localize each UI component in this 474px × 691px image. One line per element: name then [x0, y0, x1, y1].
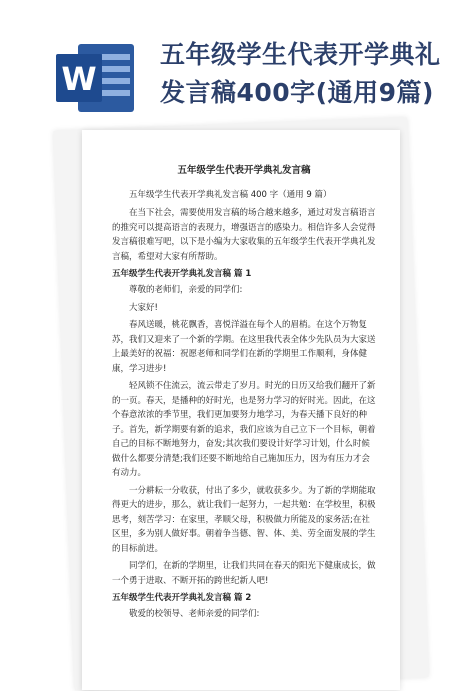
paragraph: 轻风锁不住流云，流云带走了岁月。时光的日历又给我们翻开了新的一页。春天，是播种的好时光，也是努力学习的好时光。因此，在这个春意浓浓的季节里，我们更加要努力地学习，为春天播下良好的种子。首先，新学期要有新的追求，我们应该为自己立下一个目标，朝着自己的目标不断地努力，奋发;其次我们要设计好学习计划，什么时候做什么都要分清楚;我们还要不断地给自己施加压力，因为有压力才会有动力。	[112, 381, 376, 478]
word-document-icon	[54, 40, 138, 116]
word-logo-letter: W	[61, 60, 97, 98]
paragraph: 春风送暖，桃花飘香，喜悦洋溢在每个人的眉梢。在这个万物复苏，我们又迎来了一个新的学期。在这里我代表全体少先队员为大家送上最美好的祝福：祝愿老师和同学们在新的学期里工作顺利，身体健康，学习进步!	[112, 320, 376, 374]
paragraph: 尊敬的老师们，亲爱的同学们:	[129, 285, 243, 295]
paragraph: 一分耕耘一分收获，付出了多少，就收获多少。为了新的学期能取得更大的进步，那么，就让我们一起努力，一起共勉：在学校里，积极思考，刻苦学习：在家里，孝顺父母，积极做力所能及的家务活;在社区里，多为别人做好事。朝着争当德、智、体、美、劳全面发展的学生的目标前进。	[112, 485, 376, 554]
paragraph: 同学们，在新的学期里，让我们共同在春天的阳光下健康成长，做一个勇于进取、不断开拓的跨世纪新人吧!	[112, 561, 376, 586]
document-page	[82, 130, 400, 690]
section-heading: 五年级学生代表开学典礼发言稿 篇 2	[112, 593, 252, 603]
section-heading: 五年级学生代表开学典礼发言稿 篇 1	[112, 269, 252, 279]
paragraph: 敬爱的校领导、老师亲爱的同学们:	[129, 609, 260, 619]
intro-paragraph: 在当下社会，需要使用发言稿的场合越来越多，通过对发言稿语言的推究可以提高语言的表现力，增强语言的感染力。相信许多人会觉得发言稿很难写吧，以下是小编为大家收集的五年级学生代表开学典礼发言稿，希望对大家有所帮助。	[112, 208, 376, 262]
banner-title: 五年级学生代表开学典礼发言稿400字(通用9篇)	[160, 40, 441, 107]
document-title: 五年级学生代表开学典礼发言稿	[177, 165, 311, 176]
document-subtitle: 五年级学生代表开学典礼发言稿 400 字（通用 9 篇）	[129, 190, 332, 200]
paragraph: 大家好!	[129, 302, 158, 313]
